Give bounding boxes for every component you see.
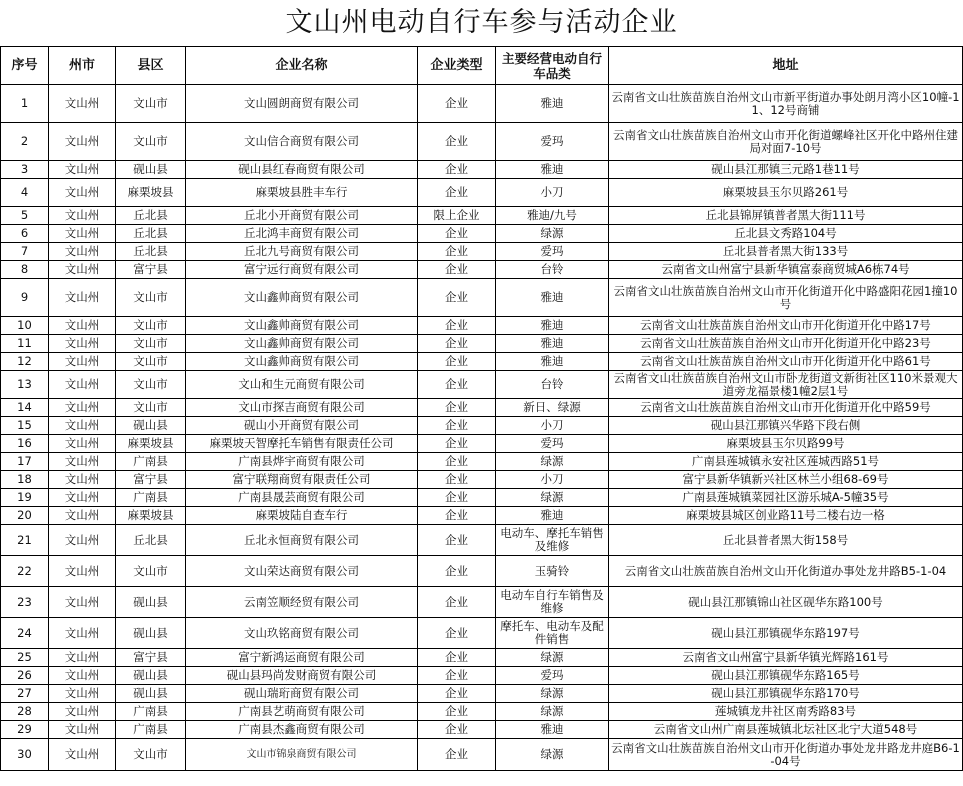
table-cell: 27 xyxy=(1,685,49,703)
table-cell: 文山信合商贸有限公司 xyxy=(186,123,418,161)
table-row xyxy=(1,399,963,417)
table-cell: 绿源 xyxy=(496,685,609,703)
table-cell: 文山州 xyxy=(49,371,116,399)
table-cell: 企业 xyxy=(418,739,496,771)
table-row xyxy=(1,207,963,225)
table-cell: 20 xyxy=(1,507,49,525)
table-cell: 砚山县 xyxy=(116,417,186,435)
table-cell: 文山州 xyxy=(49,703,116,721)
table-cell: 企业 xyxy=(418,371,496,399)
header-cell: 主要经营电动自行车品类 xyxy=(496,47,609,85)
table-cell: 麻栗坡县胜丰车行 xyxy=(186,179,418,207)
table-cell: 企业 xyxy=(418,721,496,739)
table-cell: 小刀 xyxy=(496,179,609,207)
table-cell: 绿源 xyxy=(496,489,609,507)
table-cell: 爱玛 xyxy=(496,435,609,453)
table-cell: 限上企业 xyxy=(418,207,496,225)
table-cell: 雅迪/九号 xyxy=(496,207,609,225)
table-row xyxy=(1,225,963,243)
table-cell: 文山市 xyxy=(116,85,186,123)
table-row xyxy=(1,453,963,471)
table-cell: 18 xyxy=(1,471,49,489)
table-cell: 麻栗坡县玉尔贝路261号 xyxy=(609,179,963,207)
table-cell: 砚山县江那镇三元路1巷11号 xyxy=(609,161,963,179)
header-cell: 序号 xyxy=(1,47,49,85)
table-cell: 企业 xyxy=(418,399,496,417)
table-cell: 企业 xyxy=(418,587,496,618)
table-cell: 新日、绿源 xyxy=(496,399,609,417)
table-cell: 文山和生元商贸有限公司 xyxy=(186,371,418,399)
table-cell: 文山州 xyxy=(49,556,116,587)
table-cell: 16 xyxy=(1,435,49,453)
table-cell: 砚山县 xyxy=(116,618,186,649)
table-row xyxy=(1,471,963,489)
table-cell: 文山荣达商贸有限公司 xyxy=(186,556,418,587)
table-cell: 砚山县 xyxy=(116,685,186,703)
table-cell: 文山鑫帅商贸有限公司 xyxy=(186,279,418,317)
table-cell: 企业 xyxy=(418,161,496,179)
table-cell: 文山州 xyxy=(49,317,116,335)
table-cell: 企业 xyxy=(418,703,496,721)
table-cell: 企业 xyxy=(418,453,496,471)
table-cell: 文山市 xyxy=(116,399,186,417)
table-cell: 小刀 xyxy=(496,471,609,489)
table-cell: 19 xyxy=(1,489,49,507)
table-cell: 文山州 xyxy=(49,225,116,243)
table-cell: 28 xyxy=(1,703,49,721)
table-cell: 文山州 xyxy=(49,399,116,417)
table-row xyxy=(1,667,963,685)
table-cell: 文山州 xyxy=(49,649,116,667)
table-cell: 砚山县江那镇砚华东路197号 xyxy=(609,618,963,649)
table-row xyxy=(1,279,963,317)
table-cell: 22 xyxy=(1,556,49,587)
table-cell: 雅迪 xyxy=(496,721,609,739)
table-cell: 文山鑫帅商贸有限公司 xyxy=(186,317,418,335)
enterprise-table xyxy=(0,46,963,771)
table-cell: 文山市 xyxy=(116,739,186,771)
header-cell: 企业名称 xyxy=(186,47,418,85)
table-cell: 文山州 xyxy=(49,179,116,207)
table-cell: 云南省文山州富宁县新华镇光辉路161号 xyxy=(609,649,963,667)
table-cell: 莲城镇龙井社区南秀路83号 xyxy=(609,703,963,721)
table-cell: 文山圆朗商贸有限公司 xyxy=(186,85,418,123)
table-row xyxy=(1,489,963,507)
table-cell: 丘北小开商贸有限公司 xyxy=(186,207,418,225)
table-row xyxy=(1,587,963,618)
table-cell: 文山州 xyxy=(49,667,116,685)
table-cell: 丘北县普者黑大街133号 xyxy=(609,243,963,261)
table-cell: 11 xyxy=(1,335,49,353)
table-cell: 云南省文山州富宁县新华镇富泰商贸城A6栋74号 xyxy=(609,261,963,279)
table-cell: 雅迪 xyxy=(496,279,609,317)
header-cell: 企业类型 xyxy=(418,47,496,85)
table-cell: 云南省文山壮族苗族自治州文山开化街道办事处龙井路B5-1-04 xyxy=(609,556,963,587)
table-cell: 云南笠顺经贸有限公司 xyxy=(186,587,418,618)
table-cell: 绿源 xyxy=(496,739,609,771)
table-cell: 6 xyxy=(1,225,49,243)
header-cell: 地址 xyxy=(609,47,963,85)
table-cell: 丘北县锦屏镇普者黑大街111号 xyxy=(609,207,963,225)
table-cell: 25 xyxy=(1,649,49,667)
table-cell: 云南省文山壮族苗族自治州文山市开化街道开化中路61号 xyxy=(609,353,963,371)
table-row xyxy=(1,371,963,399)
table-cell: 富宁县 xyxy=(116,471,186,489)
table-cell: 文山鑫帅商贸有限公司 xyxy=(186,353,418,371)
table-cell: 文山州 xyxy=(49,335,116,353)
table-cell: 文山玖铭商贸有限公司 xyxy=(186,618,418,649)
table-cell: 麻栗坡陆自查车行 xyxy=(186,507,418,525)
table-cell: 绿源 xyxy=(496,453,609,471)
table-cell: 砚山小开商贸有限公司 xyxy=(186,417,418,435)
table-cell: 文山市 xyxy=(116,317,186,335)
table-cell: 广南县 xyxy=(116,703,186,721)
table-cell: 云南省文山壮族苗族自治州文山市开化街道开化中路17号 xyxy=(609,317,963,335)
table-cell: 广南县 xyxy=(116,489,186,507)
table-row xyxy=(1,703,963,721)
table-cell: 14 xyxy=(1,399,49,417)
table-cell: 砚山县江那镇砚华东路165号 xyxy=(609,667,963,685)
table-row xyxy=(1,417,963,435)
table-cell: 3 xyxy=(1,161,49,179)
table-cell: 26 xyxy=(1,667,49,685)
table-cell: 广南县烨宇商贸有限公司 xyxy=(186,453,418,471)
page-title: 文山州电动自行车参与活动企业 xyxy=(285,7,678,38)
table-cell: 富宁远行商贸有限公司 xyxy=(186,261,418,279)
table-cell: 企业 xyxy=(418,525,496,556)
table-cell: 爱玛 xyxy=(496,667,609,685)
table-cell: 广南县莲城镇菜园社区游乐城A-5幢35号 xyxy=(609,489,963,507)
table-cell: 12 xyxy=(1,353,49,371)
table-cell: 15 xyxy=(1,417,49,435)
table-cell: 丘北县 xyxy=(116,207,186,225)
table-cell: 麻栗坡县城区创业路11号二楼右边一格 xyxy=(609,507,963,525)
table-cell: 砚山县江那镇兴华路下段右侧 xyxy=(609,417,963,435)
table-cell: 企业 xyxy=(418,179,496,207)
table-row xyxy=(1,85,963,123)
table-cell: 文山州 xyxy=(49,587,116,618)
table-cell: 8 xyxy=(1,261,49,279)
table-cell: 文山市探吉商贸有限公司 xyxy=(186,399,418,417)
table-cell: 企业 xyxy=(418,335,496,353)
table-cell: 砚山县 xyxy=(116,161,186,179)
table-row xyxy=(1,525,963,556)
table-cell: 文山市 xyxy=(116,371,186,399)
table-row xyxy=(1,161,963,179)
table-cell: 小刀 xyxy=(496,417,609,435)
table-cell: 广南县莲城镇永安社区莲城西路51号 xyxy=(609,453,963,471)
table-cell: 电动车、摩托车销售及维修 xyxy=(496,525,609,556)
table-cell: 企业 xyxy=(418,556,496,587)
table-cell: 企业 xyxy=(418,243,496,261)
table-cell: 文山市 xyxy=(116,335,186,353)
table-cell: 云南省文山壮族苗族自治州文山市卧龙街道文新街社区110米景观大道旁龙福景楼1幢2层1号 xyxy=(609,371,963,399)
table-row xyxy=(1,685,963,703)
table-cell: 广南县 xyxy=(116,721,186,739)
table-cell: 17 xyxy=(1,453,49,471)
table-cell: 绿源 xyxy=(496,225,609,243)
table-row xyxy=(1,317,963,335)
table-cell: 云南省文山州广南县莲城镇北坛社区北宁大道548号 xyxy=(609,721,963,739)
table-cell: 企业 xyxy=(418,649,496,667)
table-cell: 文山州 xyxy=(49,279,116,317)
table-cell: 文山州 xyxy=(49,618,116,649)
table-row xyxy=(1,261,963,279)
table-cell: 富宁县 xyxy=(116,261,186,279)
table-cell: 企业 xyxy=(418,471,496,489)
table-row xyxy=(1,335,963,353)
table-row xyxy=(1,556,963,587)
table-cell: 文山州 xyxy=(49,123,116,161)
table-cell: 丘北县 xyxy=(116,225,186,243)
table-cell: 企业 xyxy=(418,261,496,279)
table-cell: 丘北县普者黑大街158号 xyxy=(609,525,963,556)
table-cell: 文山州 xyxy=(49,525,116,556)
table-cell: 文山州 xyxy=(49,435,116,453)
table-cell: 13 xyxy=(1,371,49,399)
table-cell: 24 xyxy=(1,618,49,649)
table-cell: 丘北县文秀路104号 xyxy=(609,225,963,243)
table-cell: 文山州 xyxy=(49,85,116,123)
table-header-row xyxy=(1,47,963,85)
table-cell: 雅迪 xyxy=(496,85,609,123)
table-cell: 云南省文山壮族苗族自治州文山市开化街道办事处龙井路龙井庭B6-1-04号 xyxy=(609,739,963,771)
table-cell: 23 xyxy=(1,587,49,618)
table-cell: 绿源 xyxy=(496,703,609,721)
table-cell: 文山州 xyxy=(49,489,116,507)
table-cell: 云南省文山壮族苗族自治州文山市开化街道开化中路23号 xyxy=(609,335,963,353)
table-cell: 麻栗坡县 xyxy=(116,435,186,453)
table-cell: 文山州 xyxy=(49,471,116,489)
table-cell: 爱玛 xyxy=(496,123,609,161)
table-cell: 文山鑫帅商贸有限公司 xyxy=(186,335,418,353)
table-cell: 文山州 xyxy=(49,685,116,703)
table-cell: 丘北鸿丰商贸有限公司 xyxy=(186,225,418,243)
table-cell: 企业 xyxy=(418,685,496,703)
table-cell: 绿源 xyxy=(496,649,609,667)
table-cell: 麻栗坡天智摩托车销售有限责任公司 xyxy=(186,435,418,453)
table-cell: 富宁县新华镇新兴社区林兰小组68-69号 xyxy=(609,471,963,489)
table-cell: 企业 xyxy=(418,225,496,243)
table-cell: 富宁新鸿运商贸有限公司 xyxy=(186,649,418,667)
table-cell: 广南县晟芸商贸有限公司 xyxy=(186,489,418,507)
table-cell: 雅迪 xyxy=(496,335,609,353)
table-cell: 7 xyxy=(1,243,49,261)
table-cell: 企业 xyxy=(418,85,496,123)
table-cell: 企业 xyxy=(418,489,496,507)
table-cell: 9 xyxy=(1,279,49,317)
table-cell: 富宁联翔商贸有限责任公司 xyxy=(186,471,418,489)
table-cell: 10 xyxy=(1,317,49,335)
table-cell: 企业 xyxy=(418,417,496,435)
table-cell: 麻栗坡县玉尔贝路99号 xyxy=(609,435,963,453)
table-cell: 雅迪 xyxy=(496,353,609,371)
table-cell: 2 xyxy=(1,123,49,161)
table-cell: 丘北九号商贸有限公司 xyxy=(186,243,418,261)
table-cell: 文山州 xyxy=(49,161,116,179)
table-cell: 雅迪 xyxy=(496,317,609,335)
table-cell: 广南县 xyxy=(116,453,186,471)
table-cell: 砚山县江那镇砚华东路170号 xyxy=(609,685,963,703)
table-cell: 文山州 xyxy=(49,739,116,771)
table-cell: 文山州 xyxy=(49,261,116,279)
table-row xyxy=(1,649,963,667)
table-row xyxy=(1,179,963,207)
table-cell: 砚山瑞珩商贸有限公司 xyxy=(186,685,418,703)
table-cell: 广南县杰鑫商贸有限公司 xyxy=(186,721,418,739)
table-cell: 砚山县 xyxy=(116,587,186,618)
table-cell: 爱玛 xyxy=(496,243,609,261)
table-cell: 雅迪 xyxy=(496,161,609,179)
table-row xyxy=(1,739,963,771)
table-cell: 台铃 xyxy=(496,371,609,399)
table-cell: 企业 xyxy=(418,667,496,685)
table-cell: 文山市 xyxy=(116,279,186,317)
table-cell: 云南省文山壮族苗族自治州文山市新平街道办事处朗月湾小区10幢-11、12号商铺 xyxy=(609,85,963,123)
table-cell: 文山州 xyxy=(49,507,116,525)
table-cell: 企业 xyxy=(418,507,496,525)
table-cell: 砚山县江那镇锦山社区砚华东路100号 xyxy=(609,587,963,618)
table-cell: 富宁县 xyxy=(116,649,186,667)
table-cell: 摩托车、电动车及配件销售 xyxy=(496,618,609,649)
table-cell: 文山市 xyxy=(116,123,186,161)
table-cell: 4 xyxy=(1,179,49,207)
table-cell: 企业 xyxy=(418,618,496,649)
table-cell: 5 xyxy=(1,207,49,225)
table-cell: 云南省文山壮族苗族自治州文山市开化街道开化中路盛阳花园1撞10号 xyxy=(609,279,963,317)
table-cell: 砚山县 xyxy=(116,667,186,685)
table-cell: 文山州 xyxy=(49,721,116,739)
table-cell: 丘北县 xyxy=(116,525,186,556)
table-row xyxy=(1,353,963,371)
table-cell: 21 xyxy=(1,525,49,556)
table-cell: 砚山县玛尚发财商贸有限公司 xyxy=(186,667,418,685)
table-cell: 企业 xyxy=(418,279,496,317)
table-cell: 文山州 xyxy=(49,453,116,471)
table-cell: 文山州 xyxy=(49,417,116,435)
table-row xyxy=(1,721,963,739)
table-cell: 电动车自行车销售及维修 xyxy=(496,587,609,618)
table-cell: 企业 xyxy=(418,317,496,335)
header-cell: 州市 xyxy=(49,47,116,85)
table-row xyxy=(1,618,963,649)
header-cell: 县区 xyxy=(116,47,186,85)
table-row xyxy=(1,243,963,261)
table-cell: 麻栗坡县 xyxy=(116,507,186,525)
table-cell: 雅迪 xyxy=(496,507,609,525)
table-cell: 30 xyxy=(1,739,49,771)
table-cell: 文山市 xyxy=(116,353,186,371)
table-cell: 企业 xyxy=(418,435,496,453)
table-row xyxy=(1,435,963,453)
table-row xyxy=(1,123,963,161)
table-cell: 丘北县 xyxy=(116,243,186,261)
table-cell: 文山州 xyxy=(49,207,116,225)
table-cell: 企业 xyxy=(418,353,496,371)
table-cell: 云南省文山壮族苗族自治州文山市开化街道螺峰社区开化中路州住建局对面7-10号 xyxy=(609,123,963,161)
table-cell: 文山州 xyxy=(49,243,116,261)
table-cell: 云南省文山壮族苗族自治州文山市开化街道开化中路59号 xyxy=(609,399,963,417)
table-cell: 丘北永恒商贸有限公司 xyxy=(186,525,418,556)
table-row xyxy=(1,507,963,525)
table-cell: 29 xyxy=(1,721,49,739)
table-cell: 1 xyxy=(1,85,49,123)
table-cell: 广南县艺萌商贸有限公司 xyxy=(186,703,418,721)
table-cell: 砚山县红春商贸有限公司 xyxy=(186,161,418,179)
table-cell: 企业 xyxy=(418,123,496,161)
table-cell: 麻栗坡县 xyxy=(116,179,186,207)
table-cell: 文山市 xyxy=(116,556,186,587)
table-cell: 玉骑铃 xyxy=(496,556,609,587)
table-cell: 文山州 xyxy=(49,353,116,371)
table-cell: 台铃 xyxy=(496,261,609,279)
table-cell: 文山市锦泉商贸有限公司 xyxy=(186,739,418,771)
